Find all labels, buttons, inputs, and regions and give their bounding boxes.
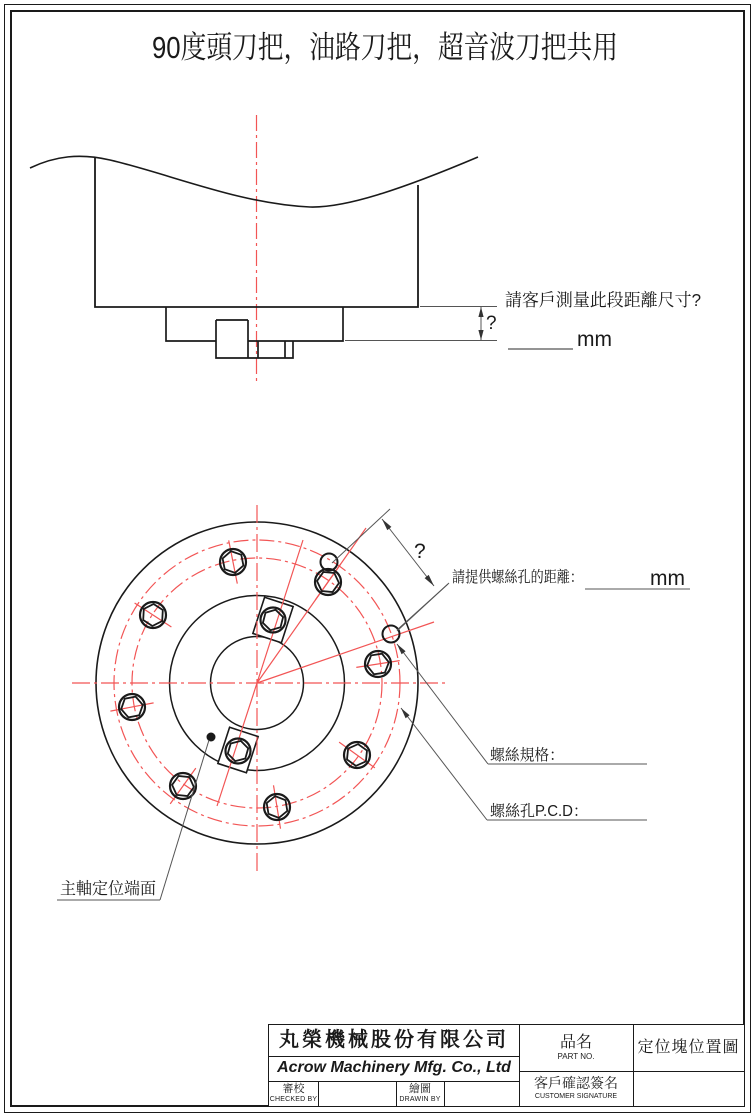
bolt-center-tick: [356, 661, 399, 668]
title-block: [268, 1024, 744, 1106]
arrow-up-icon: [478, 307, 483, 317]
side-dimension: [345, 307, 497, 341]
arrow-down-icon: [478, 330, 483, 340]
front-leaders: [57, 509, 690, 900]
checked-by-en: CHECKED BY: [269, 1095, 318, 1103]
leader-arrow-icon: [397, 644, 406, 654]
drawn-by-cell: [396, 1081, 444, 1106]
face-point-marker: [207, 733, 216, 742]
small-screw-hole-right: [383, 626, 400, 643]
side-view: [30, 115, 701, 385]
signature-label-zh: 客戶確認簽名: [534, 1075, 618, 1092]
side-unit: mm: [577, 328, 612, 351]
drive-key-top: [253, 597, 293, 642]
side-measure-note: 請客戶測量此段距離尺寸?: [505, 290, 702, 310]
drawn-by-zh: 繪圖: [409, 1083, 431, 1096]
part-name-value: 定位塊位置圖: [637, 1038, 740, 1056]
dim-arrow-icon: [425, 575, 434, 586]
screw-spec-label: 螺絲規格：: [490, 747, 568, 764]
part-label-zh: 品名: [559, 1033, 592, 1051]
pcd-label: 螺絲孔P.C.D：: [490, 803, 592, 820]
bolt-center-tick: [274, 785, 281, 828]
part-no-cell: [519, 1025, 633, 1071]
customer-signature-cell: [519, 1071, 633, 1106]
bolt-center-tick: [110, 703, 153, 711]
drawn-by-value-cell[interactable]: [444, 1081, 519, 1106]
drive-key-bottom: [218, 727, 258, 772]
red-centerlines: [72, 505, 445, 872]
checked-by-cell: [269, 1081, 318, 1106]
front-view: [57, 505, 690, 900]
drawn-by-en: DRAWIN BY: [399, 1095, 441, 1103]
spindle-tier: [166, 307, 343, 341]
spindle-nose-detail: [216, 320, 293, 358]
signature-value-cell[interactable]: [633, 1071, 744, 1106]
front-dim-question: ?: [414, 540, 426, 563]
drawing-title: 90度頭刀把，油路刀把，超音波刀把共用: [152, 30, 618, 65]
part-label-en: PART NO.: [557, 1051, 595, 1061]
company-name-zh: 丸榮機械股份有限公司: [279, 1029, 509, 1051]
face-label: 主軸定位端面: [60, 880, 159, 898]
break-line: [30, 156, 478, 207]
signature-label-en: CUSTOMER SIGNATURE: [534, 1093, 618, 1101]
company-name-en: Acrow Machinery Mfg. Co., Ltd: [277, 1059, 511, 1077]
bolt-center-tick: [229, 540, 238, 583]
dim-arrow-icon: [382, 519, 391, 530]
checked-by-value-cell[interactable]: [318, 1081, 396, 1106]
hole-distance-label: 請提供螺絲孔的距離：: [452, 569, 608, 586]
side-dim-question: ?: [486, 313, 497, 334]
hole-distance-unit: mm: [650, 567, 685, 590]
checked-by-zh: 審校: [282, 1083, 305, 1096]
